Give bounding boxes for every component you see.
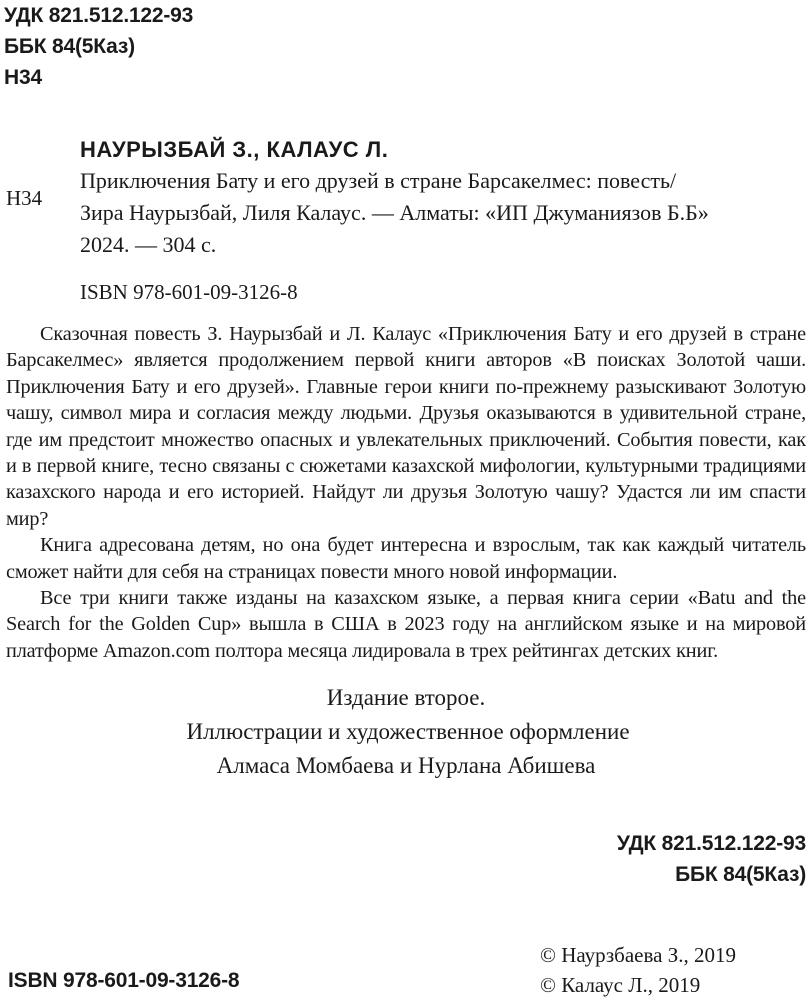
classification-codes-top <box>4 0 193 93</box>
illustrations-label: Иллюстрации и художественное оформление <box>186 719 630 744</box>
copyright-line: © Наурзбаева З., 2019 <box>540 943 736 967</box>
authors-heading: НАУРЫЗБАЙ З., КАЛАУС Л. <box>80 137 389 162</box>
bbk-code: ББК 84(5Каз) <box>675 863 806 886</box>
author-mark-side: Н34 <box>6 186 43 210</box>
desc-line: Приключения Бату и его друзей в стране Барсакелмес: повесть/ <box>80 168 677 193</box>
annotation-paragraph: Сказочная повесть З. Наурызбай и Л. Калаус «Приключения Бату и его друзей в стране Барсакелмес» является продолжением первой книги авторов «В поисках Золотой чаши. Приключения Бату и его друзей». Главные герои книги по-прежнему разыскивают Золотую чашу, символ мира и согласия между людьми. Друзья оказываются в удивительной стране, где им предстоит множество опасных и увлекательных приключений. События повести, как и в первой книге, тесно связаны с сюжетами казахской мифологии, культурными традициями казахского народа и его историей. Найдут ли друзья Золотую чашу? Удастся ли им спасти мир? <box>6 323 806 530</box>
illustrators: Алмаса Момбаева и Нурлана Абишева <box>216 753 596 778</box>
classification-codes-bottom <box>617 828 806 890</box>
udk-code: УДК 821.512.122-93 <box>4 4 194 27</box>
desc-line: 2024. — 304 с. <box>80 232 217 257</box>
edition-credits <box>0 681 812 783</box>
bibliographic-record <box>80 135 805 305</box>
udk-code: УДК 821.512.122-93 <box>616 832 806 855</box>
isbn-record: ISBN 978-601-09-3126-8 <box>80 280 298 304</box>
desc-line: Зира Наурызбай, Лиля Калаус. — Алматы: «ИП Джуманиязов Б.Б» <box>80 200 709 225</box>
bbk-code: ББК 84(5Каз) <box>4 35 135 58</box>
copyright-line: © Калаус Л., 2019 <box>540 973 701 997</box>
bibliographic-description <box>80 165 805 261</box>
annotation <box>6 321 806 664</box>
isbn-footer: ISBN 978-601-09-3126-8 <box>8 969 240 992</box>
edition-note: Издание второе. <box>326 685 486 710</box>
copyright-notices <box>540 940 736 1000</box>
annotation-paragraph: Все три книги также изданы на казахском языке, а первая книга серии «Batu and the Search for the Golden Cup» вышла в США в 2023 году на английском языке и на мировой платформе Amazon.com полтора месяца лидировала в трех рейтингах детских книг. <box>6 587 806 662</box>
annotation-paragraph: Книга адресована детям, но она будет интересна и взрослым, так как каждый читатель сможет найти для себя на страницах повести много новой информации. <box>6 534 806 583</box>
author-mark: Н34 <box>4 66 42 89</box>
